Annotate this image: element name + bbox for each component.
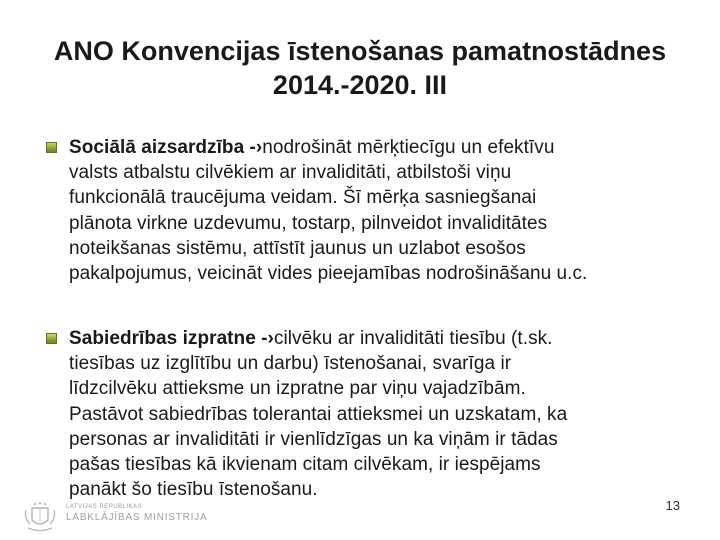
bullet-social-protection xyxy=(46,135,686,286)
title-line-1: ANO Konvencijas īstenošanas pamatnostādnes xyxy=(53,36,667,66)
bullet-line: funkcionālā traucējuma veidam. Šī mērķa sasniegšanai xyxy=(69,187,537,209)
bullet-line: Pastāvot sabiedrības tolerantai attieksmei un uzskatam, ka xyxy=(69,403,568,425)
bullet-line: noteikšanas sistēmu, attīstīt jaunus un uzlabot esošos xyxy=(69,237,526,259)
bullet-line: personas ar invaliditāti ir vienlīdzīgas un ka viņām ir tādas xyxy=(69,428,558,450)
logo-ministry-name: LABKLĀJĪBAS MINISTRIJA xyxy=(66,512,208,523)
bullet-lead: Sociālā aizsardzība - xyxy=(69,137,256,158)
bullet-line: panākt šo tiesību īstenošanu. xyxy=(69,479,318,501)
bullet-line: plānota virkne uzdevumu, tostarp, pilnveidot invaliditātes xyxy=(69,212,548,234)
bullet-line: valsts atbalstu cilvēkiem ar invaliditāti, atbilstoši viņu xyxy=(69,162,512,184)
ministry-logo xyxy=(22,500,222,534)
title-line-2: 2014.-2020. III xyxy=(272,70,448,100)
logo-small-text: LATVIJAS REPUBLIKAS xyxy=(66,504,143,510)
bullet-text xyxy=(69,326,686,502)
bullet-line: pakalpojumus, veicināt vides pieejamības nodrošināšanu u.c. xyxy=(69,263,588,285)
latvian-coat-of-arms-icon xyxy=(22,500,58,534)
bullet-public-awareness xyxy=(46,326,686,502)
bullet-line: tiesības uz izglītību un darbu) īstenošanai, svarīga ir xyxy=(69,353,512,375)
arrow-glyph: › xyxy=(255,137,263,158)
bullet-lead: Sabiedrības izpratne - xyxy=(69,328,268,349)
bullet-line: nodrošināt mērķtiecīgu un efektīvu xyxy=(262,137,555,158)
bullet-line: cilvēku ar invaliditāti tiesību (t.sk. xyxy=(273,328,553,349)
bullet-text xyxy=(69,135,686,286)
square-bullet-icon xyxy=(46,142,57,153)
slide-title xyxy=(20,34,700,102)
page-number: 13 xyxy=(665,498,680,513)
square-bullet-icon xyxy=(46,333,57,344)
bullet-line: pašas tiesības kā ikvienam citam cilvēkam, ir iespējams xyxy=(69,454,541,476)
arrow-glyph: › xyxy=(267,328,274,349)
bullet-line: līdzcilvēku attieksme un izpratne par viņu vajadzībām. xyxy=(69,378,526,400)
